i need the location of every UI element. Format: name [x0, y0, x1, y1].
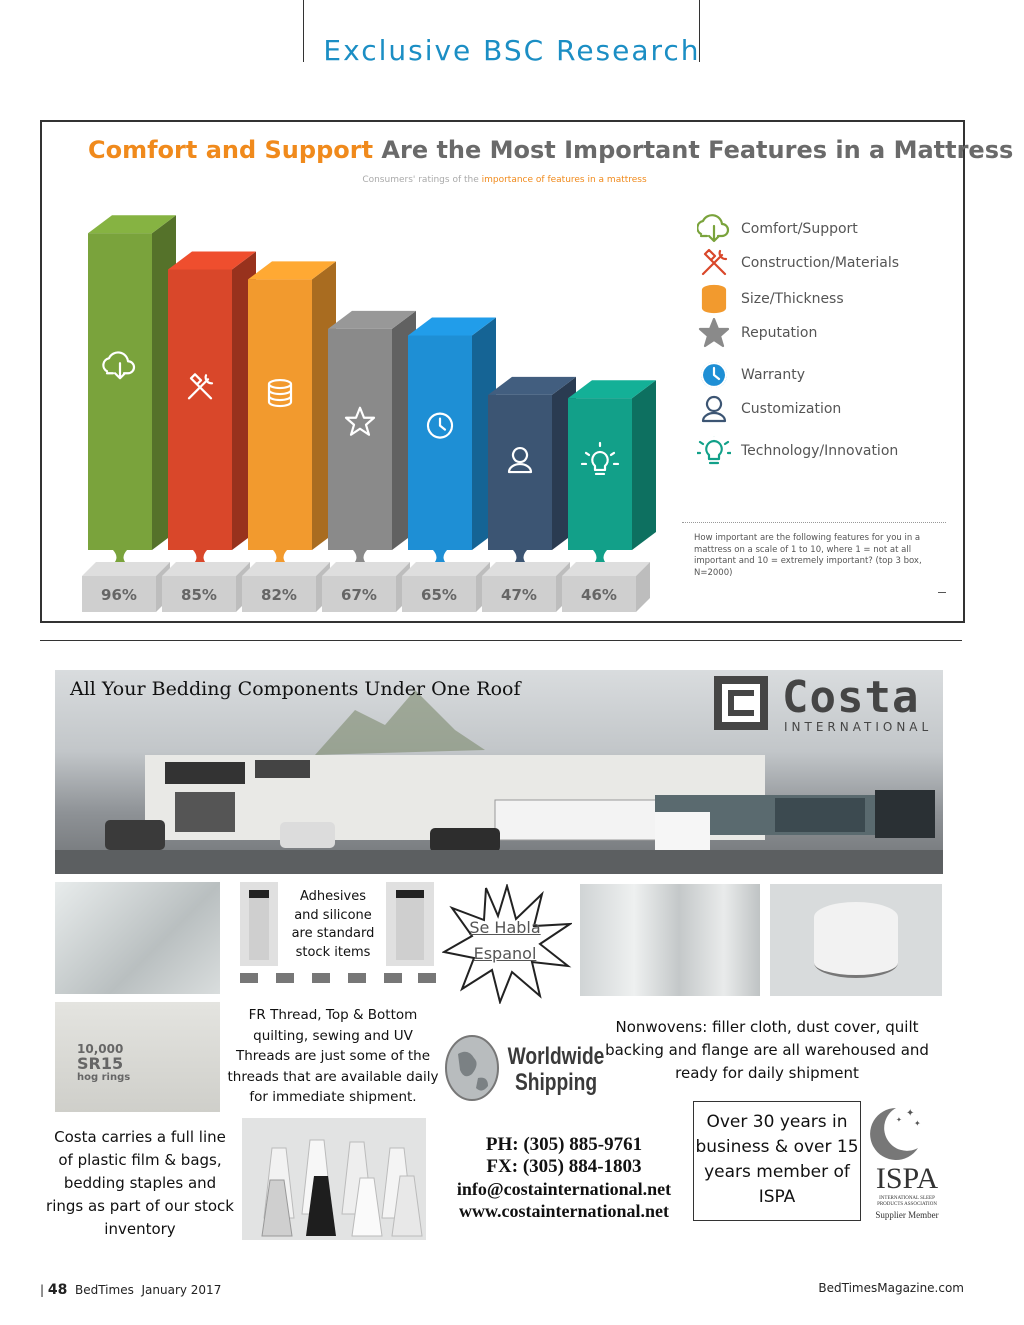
- data-label: 96%: [101, 586, 137, 604]
- legend-label: Warranty: [741, 367, 806, 383]
- clock-icon: [697, 360, 731, 390]
- page-number: 48: [47, 1282, 68, 1298]
- box-text-2: SR15: [77, 1054, 124, 1073]
- ispa-supplier-member: Supplier Member: [875, 1210, 939, 1220]
- ispa-moon-icon: [866, 1100, 926, 1162]
- data-label: 82%: [261, 586, 297, 604]
- cloud-download-icon: [697, 214, 731, 244]
- label-block-top: [82, 562, 170, 576]
- section-title: Exclusive BSC Research: [323, 34, 701, 67]
- chart-title-rest: Are the Most Important Features in a Mattress: [381, 136, 1014, 164]
- nonwovens-text: Nonwovens: filler cloth, dust cover, quilt backing and flange are all warehoused and ready for daily shipment: [605, 1018, 929, 1082]
- brand-subtitle: INTERNATIONAL: [784, 720, 933, 734]
- legend-label: Comfort/Support: [741, 221, 858, 237]
- magazine-name: BedTimes: [74, 1283, 134, 1297]
- label-block-top: [482, 562, 570, 576]
- legend-label: Construction/Materials: [741, 255, 900, 271]
- bar-side: [632, 380, 656, 550]
- costa-advertisement: [40, 648, 962, 1248]
- brand-name: Costa: [782, 672, 920, 723]
- worldwide-line-1: Worldwide: [507, 1043, 605, 1070]
- bar-group: [402, 318, 496, 613]
- footer-site: BedTimesMagazine.com: [818, 1281, 964, 1295]
- ispa-org-name: INTERNATIONAL SLEEP PRODUCTS ASSOCIATION: [877, 1196, 937, 1207]
- bar-group: [562, 380, 656, 612]
- section-divider: [40, 640, 962, 641]
- costa-logo: [712, 672, 942, 738]
- bar: [408, 336, 472, 551]
- legend-label: Technology/Innovation: [741, 443, 899, 459]
- ispa-logo-text: ISPA: [875, 1162, 939, 1195]
- data-label: 47%: [501, 586, 537, 604]
- data-label: 85%: [181, 586, 217, 604]
- legend-item: [697, 214, 858, 244]
- box-text-3: hog rings: [77, 1072, 131, 1083]
- bar-group: [162, 252, 256, 613]
- flange-roll-photo: [770, 884, 942, 996]
- se-habla-line-1: Se Habla: [469, 918, 541, 937]
- legend-item: [697, 360, 805, 390]
- label-block-top: [402, 562, 490, 576]
- bar-group: [482, 377, 576, 612]
- bar-group: [322, 311, 416, 612]
- star-icon: [697, 318, 731, 348]
- se-habla-line-2: Espanol: [473, 944, 537, 963]
- legend-label: Customization: [741, 401, 842, 417]
- plastic-film-photo: [55, 882, 220, 994]
- bar-group: [82, 215, 176, 612]
- svg-text:✦: ✦: [896, 1116, 902, 1124]
- lightbulb-icon: [697, 436, 731, 466]
- costa-logo-mark-icon: [712, 672, 772, 732]
- label-block-top: [562, 562, 650, 576]
- ad-tagline: All Your Bedding Components Under One Roof: [70, 678, 521, 700]
- data-label: 67%: [341, 586, 377, 604]
- adhesives-text: Adhesives and silicone are standard stock items: [291, 889, 375, 960]
- thread-cones-photo: [242, 1118, 426, 1240]
- legend-label: Reputation: [741, 325, 818, 341]
- globe-icon: [444, 1034, 500, 1106]
- bar: [168, 270, 232, 551]
- bar: [88, 233, 152, 550]
- worldwide-line-2: Shipping: [514, 1069, 598, 1096]
- note-divider: [682, 522, 946, 523]
- data-label: 46%: [581, 586, 617, 604]
- email-address: info@costainternational.net: [456, 1179, 672, 1199]
- staples-strip: [240, 970, 436, 986]
- data-label: 65%: [421, 586, 457, 604]
- silicone-can-photo: [386, 882, 434, 966]
- footer-left: | 48 BedTimes January 2017: [40, 1282, 222, 1298]
- label-block-top: [242, 562, 330, 576]
- legend-item: [697, 284, 844, 314]
- svg-text:✦: ✦: [914, 1119, 921, 1128]
- issue-date: January 2017: [141, 1283, 222, 1297]
- bar: [248, 279, 312, 550]
- bar: [328, 329, 392, 550]
- database-icon: [697, 284, 731, 314]
- chart-subtitle-plain: Consumers' ratings of the: [362, 175, 479, 185]
- phone-number: PH: (305) 885-9761: [485, 1134, 643, 1155]
- box-text-1: 10,000: [77, 1042, 124, 1056]
- tools-icon: [697, 248, 731, 278]
- legend-label: Size/Thickness: [741, 291, 844, 307]
- nonwoven-rolls-photo: [580, 884, 760, 996]
- legend-item: [697, 318, 817, 348]
- chart-title-highlight: Comfort and Support: [88, 136, 374, 164]
- svg-text:✦: ✦: [906, 1108, 915, 1119]
- legend-item: [697, 394, 841, 424]
- fax-number: FX: (305) 884-1803: [486, 1156, 642, 1177]
- chart-frame: [40, 120, 1014, 623]
- website-address: www.costainternational.net: [459, 1201, 669, 1221]
- survey-note: How important are the following features for you in a mattress on a scale of 1 to 10, where 1 = not at all important and 10 = extremely important? (top 3 box, N=2000): [694, 533, 922, 578]
- label-block-top: [162, 562, 250, 576]
- fr-thread-text: FR Thread, Top & Bottom quilting, sewing and UV Threads are just some of the threads that are available daily for immediate shipment.: [227, 1007, 439, 1105]
- bar-group: [242, 261, 336, 612]
- legend-item: [697, 248, 899, 278]
- adhesive-can-photo: [240, 882, 278, 966]
- label-block-top: [322, 562, 410, 576]
- chart-subtitle-highlight: importance of features in a mattress: [481, 175, 647, 185]
- person-icon: [697, 394, 731, 424]
- continue-mark: [938, 592, 946, 593]
- legend-item: [697, 436, 898, 466]
- staple-box-photo: [55, 1002, 220, 1112]
- thread-cones-illustration: [242, 1118, 426, 1240]
- plastic-inventory-text: Costa carries a full line of plastic film & bags, bedding staples and rings as part of our stock inventory: [46, 1128, 234, 1238]
- years-in-business-box: Over 30 years in business & over 15 years member of ISPA: [693, 1101, 861, 1221]
